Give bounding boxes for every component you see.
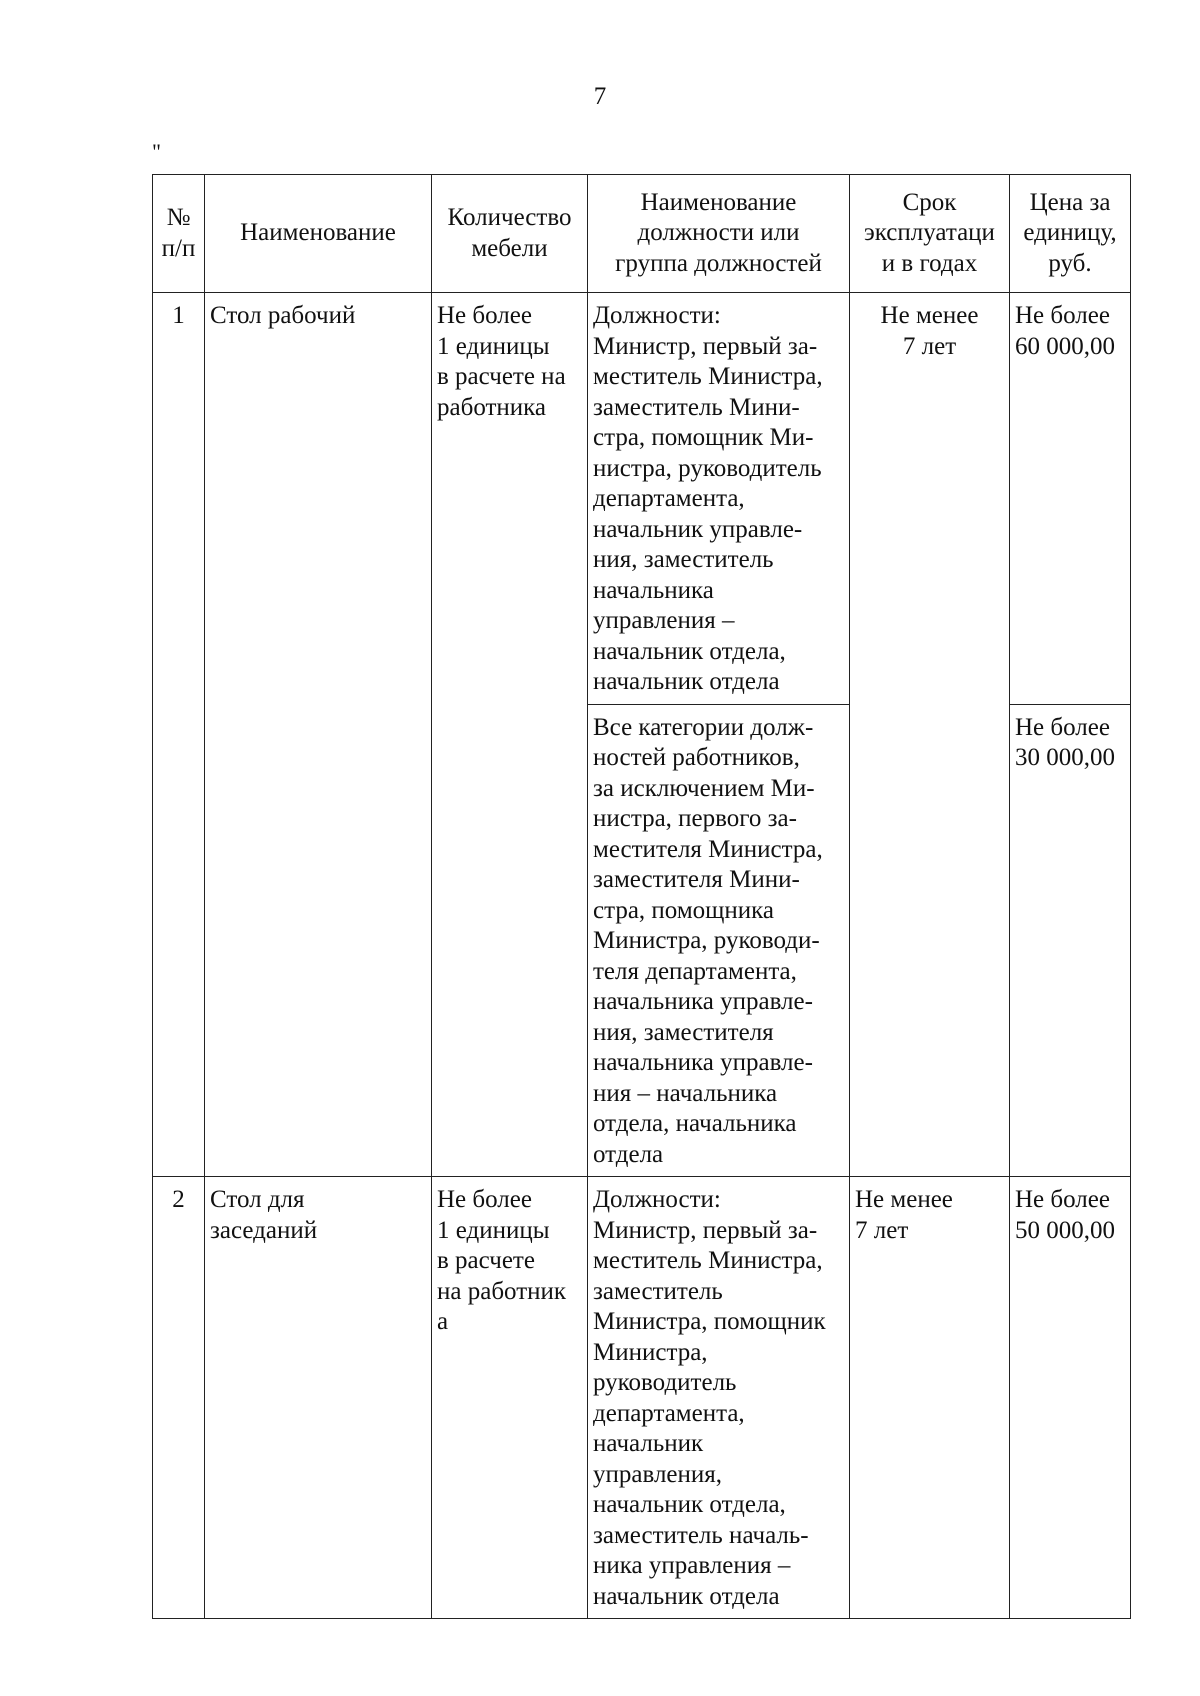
- header-name: Наименование: [205, 175, 432, 293]
- header-price: Цена за единицу, руб.: [1010, 175, 1131, 293]
- row-number: 2: [153, 1177, 205, 1619]
- row-price: Не более 50 000,00: [1010, 1177, 1131, 1619]
- row-position: Должности: Министр, первый за- меститель Министра, заместитель Министра, помощник Министра, руководитель департамента, начальник управления, начальник отдела, заместитель началь- ника управления – начальник отдела: [588, 1177, 850, 1619]
- row-position: Все категории долж- ностей работников, за исключением Ми- нистра, первого за- местителя Министра, заместителя Мини- стра, помощника Министра, руководи- теля департамента, начальника управле- ния, заместителя начальника управле- ния – начальника отдела, начальника отдела: [588, 704, 850, 1177]
- opening-quote-mark: ": [152, 139, 161, 164]
- row-number: 1: [153, 293, 205, 1177]
- furniture-norms-table: [152, 174, 1131, 1619]
- page-number: 7: [593, 83, 607, 110]
- table-row: [153, 1177, 1131, 1619]
- row-item-name: Стол рабочий: [205, 293, 432, 1177]
- table-header-row: [153, 175, 1131, 293]
- header-quantity: Количество мебели: [432, 175, 588, 293]
- row-quantity: Не более 1 единицы в расчете на работника: [432, 293, 588, 1177]
- row-price: Не более 60 000,00: [1010, 293, 1131, 705]
- row-term: Не менее 7 лет: [850, 293, 1010, 1177]
- row-quantity: Не более 1 единицы в расчете на работник а: [432, 1177, 588, 1619]
- header-number: № п/п: [153, 175, 205, 293]
- row-term: Не менее 7 лет: [850, 1177, 1010, 1619]
- row-price: Не более 30 000,00: [1010, 704, 1131, 1177]
- row-item-name: Стол для заседаний: [205, 1177, 432, 1619]
- table-row: [153, 293, 1131, 705]
- header-term: Срок эксплуатаци и в годах: [850, 175, 1010, 293]
- header-position: Наименование должности или группа должностей: [588, 175, 850, 293]
- row-position: Должности: Министр, первый за- меститель Министра, заместитель Мини- стра, помощник Ми- нистра, руководитель департамента, начальник управле- ния, заместитель начальника управления – начальник отдела, начальник отдела: [588, 293, 850, 705]
